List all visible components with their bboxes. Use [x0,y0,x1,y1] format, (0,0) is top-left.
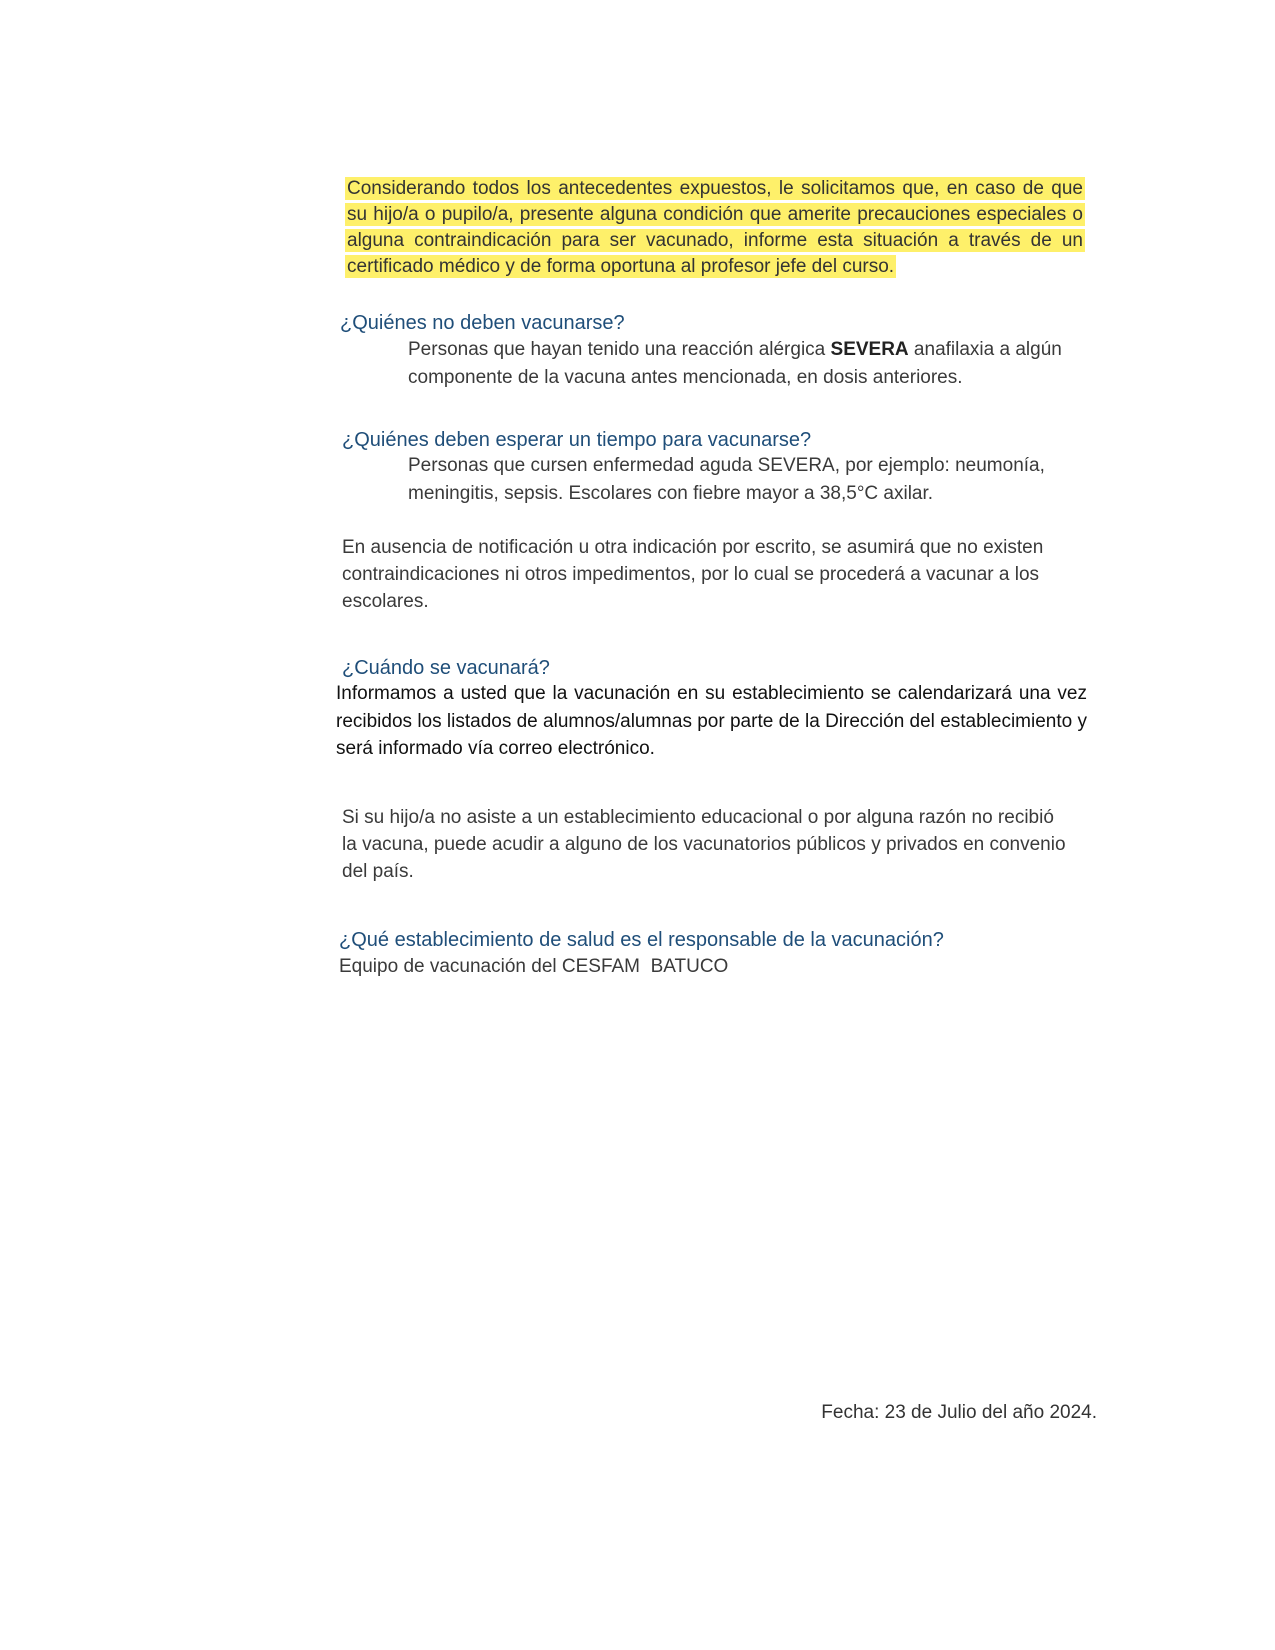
no-vaccine-text-after: anafilaxia a algún componente de la vacuna antes mencionada, en dosis anteriores. [408,339,1062,388]
no-vaccine-text-bold: SEVERA [830,339,909,360]
document-date: Fecha: 23 de Julio del año 2024. [821,1402,1097,1423]
responsible-heading: ¿Qué establecimiento de salud es el responsable de la vacunación? [339,929,944,951]
no-vaccine-paragraph [408,336,1088,392]
highlighted-notice-text: Considerando todos los antecedentes expuestos, le solicitamos que, en caso de que su hijo/a o pupilo/a, presente alguna condición que amerite precauciones especiales o alguna contraindicación para ser vacunado, informe esta situación a través de un certificado médico y de forma oportuna al profesor jefe del curso. [347,178,1083,277]
alternative-notice-paragraph: Si su hijo/a no asiste a un establecimiento educacional o por alguna razón no recibió la vacuna, puede acudir a alguno de los vacunatorios públicos y privados en convenio del país. [342,807,1066,882]
highlighted-notice-paragraph [345,176,1085,280]
wait-paragraph: Personas que cursen enfermedad aguda SEVERA, por ejemplo: neumonía, meningitis, sepsis. Escolares con fiebre mayor a 38,5°C axilar. [408,455,1045,504]
absence-notice-paragraph: En ausencia de notificación u otra indicación por escrito, se asumirá que no existen contraindicaciones ni otros impedimentos, por lo cual se procederá a vacunar a los escolares. [342,537,1044,612]
when-heading: ¿Cuándo se vacunará? [342,657,550,679]
no-vaccine-heading: ¿Quiénes no deben vacunarse? [340,312,625,334]
responsible-text: Equipo de vacunación del CESFAM BATUCO [339,956,729,977]
when-paragraph: Informamos a usted que la vacunación en su establecimiento se calendarizará una vez recibidos los listados de alumnos/alumnas por parte de la Dirección del establecimiento y será informado vía correo electrónico. [336,683,1087,759]
no-vaccine-text-before: Personas que hayan tenido una reacción alérgica [408,339,831,360]
wait-heading: ¿Quiénes deben esperar un tiempo para vacunarse? [342,429,812,451]
